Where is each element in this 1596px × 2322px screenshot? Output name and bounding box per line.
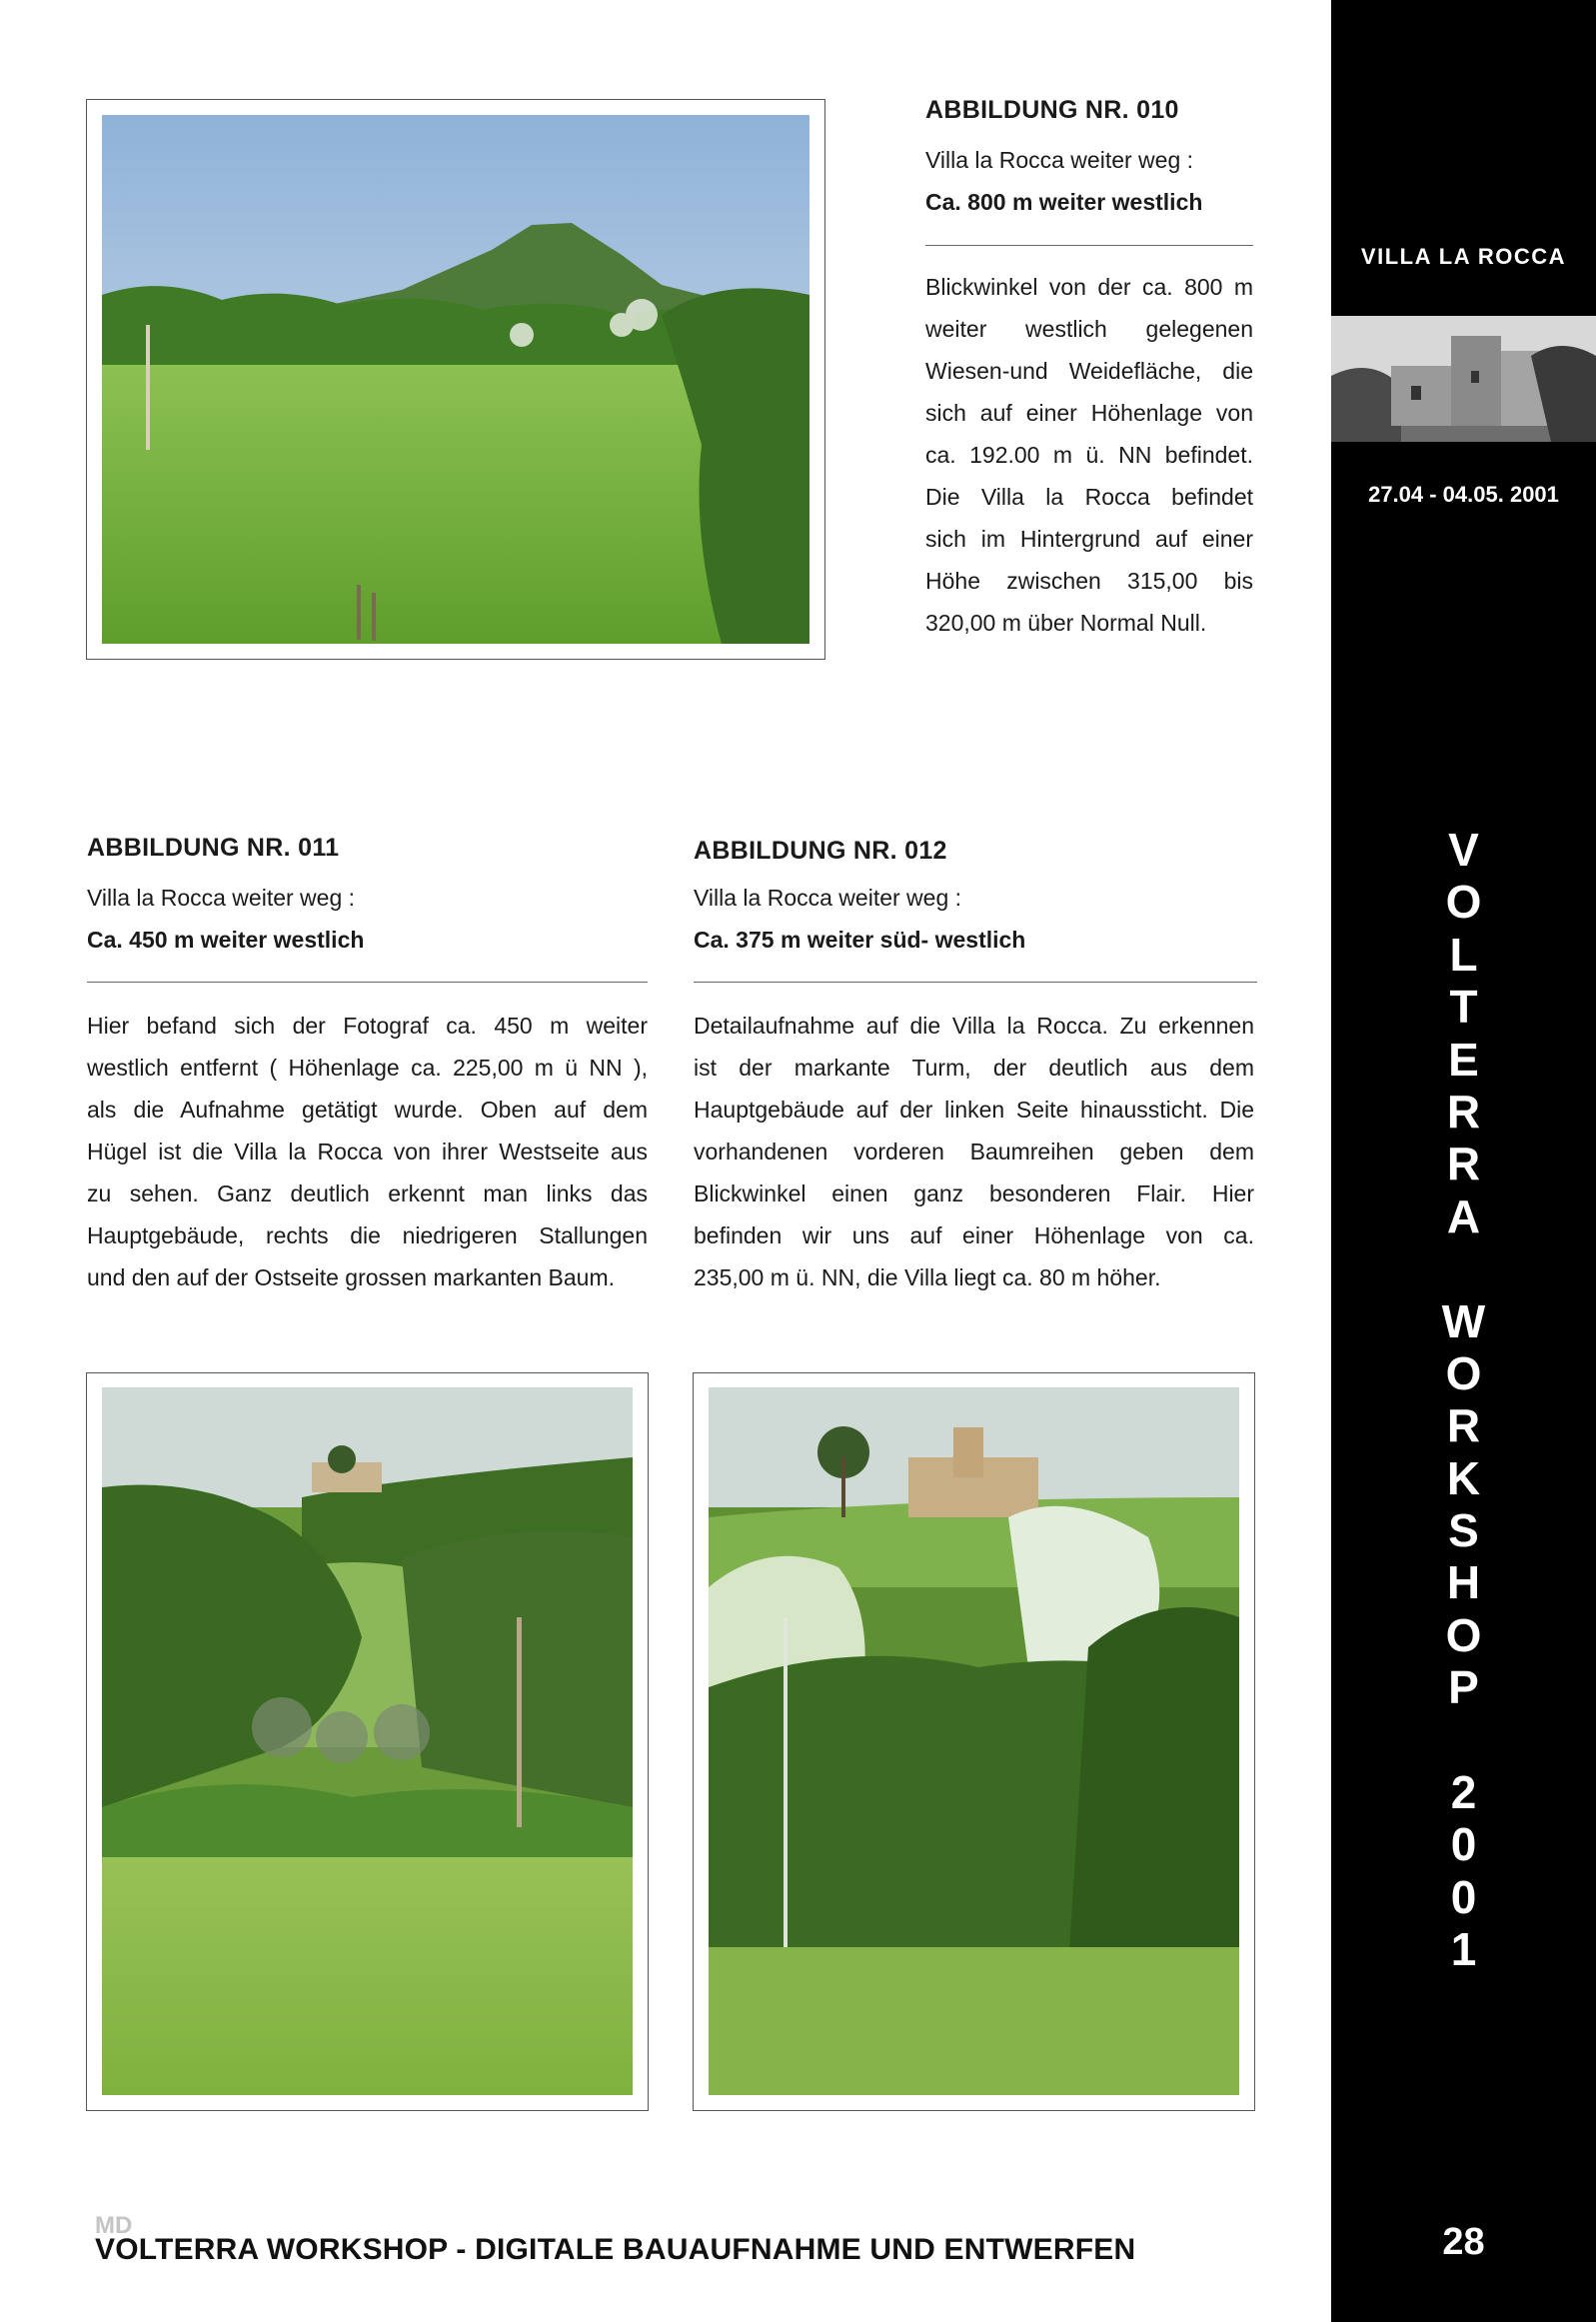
figure-011-rule — [87, 982, 648, 983]
vertical-letter: P — [1448, 1661, 1479, 1714]
text-line: als die Aufnahme getätigt wurde. Oben auf dem — [87, 1097, 648, 1123]
figure-010-title: ABBILDUNG NR. 010 — [925, 96, 1179, 124]
vertical-letter: 0 — [1450, 1870, 1477, 1923]
text-line: ca. 192.00 m ü. NN befindet. — [925, 442, 1253, 468]
vertical-letter: R — [1446, 1085, 1481, 1138]
text-line: ist der markante Turm, der deutlich aus dem — [694, 1055, 1254, 1081]
vertical-letter: O — [1445, 1608, 1482, 1661]
vertical-letter: A — [1446, 1189, 1481, 1242]
text-line: Hier befand sich der Fotograf ca. 450 m weiter — [87, 1013, 648, 1039]
photo-011 — [102, 1387, 633, 2095]
vertical-letter — [1331, 1714, 1596, 1766]
text-line: Hügel ist die Villa la Rocca von ihrer Westseite aus — [87, 1139, 648, 1164]
figure-012-subtitle: Villa la Rocca weiter weg : — [694, 885, 962, 911]
figure-010-rule — [925, 245, 1253, 246]
figure-011-title: ABBILDUNG NR. 011 — [87, 834, 340, 862]
text-line: westlich entfernt ( Höhenlage ca. 225,00 m ü NN ), — [87, 1055, 648, 1081]
figure-010-distance: Ca. 800 m weiter westlich — [925, 189, 1203, 215]
page-number: 28 — [1442, 2221, 1485, 2263]
figure-011-description — [87, 1005, 648, 1298]
text-line: Hauptgebäude auf der linken Seite hinaussticht. Die — [694, 1097, 1254, 1123]
figure-011-distance: Ca. 450 m weiter westlich — [87, 927, 365, 953]
figure-010-description — [925, 266, 1253, 644]
text-line: zu sehen. Ganz deutlich erkennt man links das — [87, 1180, 648, 1206]
text-line: Höhe zwischen 315,00 bis — [925, 568, 1253, 594]
text-line: Blickwinkel einen ganz besonderen Flair. Hier — [694, 1180, 1254, 1206]
text-line: Detailaufnahme auf die Villa la Rocca. Zu erkennen — [694, 1013, 1254, 1039]
text-line: 320,00 m über Normal Null. — [925, 610, 1207, 636]
figure-010-subtitle: Villa la Rocca weiter weg : — [925, 147, 1194, 173]
figure-012-rule — [694, 982, 1257, 983]
text-line: vorhandenen vorderen Baumreihen geben dem — [694, 1139, 1254, 1164]
vertical-letter: R — [1446, 1138, 1481, 1190]
vertical-letter: W — [1441, 1294, 1486, 1347]
vertical-letter: T — [1449, 981, 1478, 1034]
photo-012 — [709, 1387, 1239, 2095]
vertical-letter: L — [1449, 928, 1478, 981]
text-line: weiter westlich gelegenen — [925, 316, 1253, 342]
figure-012-title: ABBILDUNG NR. 012 — [694, 837, 947, 865]
vertical-letter: V — [1448, 824, 1479, 876]
vertical-letter: E — [1448, 1033, 1479, 1086]
vertical-letter: R — [1446, 1399, 1481, 1452]
text-line: 235,00 m ü. NN, die Villa liegt ca. 80 m höher. — [694, 1264, 1161, 1290]
author-mark: MD — [95, 2212, 133, 2239]
figure-012-description — [694, 1005, 1254, 1298]
vertical-letter: 1 — [1450, 1923, 1477, 1976]
text-line: Wiesen-und Weidefläche, die — [925, 358, 1253, 384]
vertical-letter: O — [1445, 1346, 1482, 1399]
sidebar-date: 27.04 - 04.05. 2001 — [1368, 482, 1559, 507]
text-line: befinden wir uns auf einer Höhenlage von ca. — [694, 1222, 1254, 1248]
vertical-letter: O — [1445, 876, 1482, 929]
sidebar-thumbnail — [1331, 316, 1596, 442]
text-line: und den auf der Ostseite grossen markanten Baum. — [87, 1264, 616, 1290]
text-line: sich im Hintergrund auf einer — [925, 526, 1253, 552]
vertical-letter: K — [1446, 1451, 1481, 1504]
text-line: Hauptgebäude, rechts die niedrigeren Stallungen — [87, 1222, 648, 1248]
photo-010 — [102, 115, 809, 644]
sidebar-title: VILLA LA ROCCA — [1360, 244, 1567, 269]
vertical-letter: 2 — [1450, 1766, 1477, 1819]
figure-012-distance: Ca. 375 m weiter süd- westlich — [694, 927, 1026, 953]
figure-011-subtitle: Villa la Rocca weiter weg : — [87, 885, 356, 911]
vertical-letter: 0 — [1450, 1818, 1477, 1871]
footer-title: VOLTERRA WORKSHOP - DIGITALE BAUAUFNAHME UND ENTWERFEN — [95, 2233, 1136, 2266]
vertical-letter — [1331, 1242, 1596, 1294]
sidebar-vertical-title — [1331, 824, 1596, 1976]
text-line: Blickwinkel von der ca. 800 m — [925, 274, 1253, 300]
vertical-letter: H — [1446, 1556, 1481, 1609]
text-line: sich auf einer Höhenlage von — [925, 400, 1253, 426]
text-line: Die Villa la Rocca befindet — [925, 484, 1253, 510]
vertical-letter: S — [1448, 1504, 1479, 1557]
